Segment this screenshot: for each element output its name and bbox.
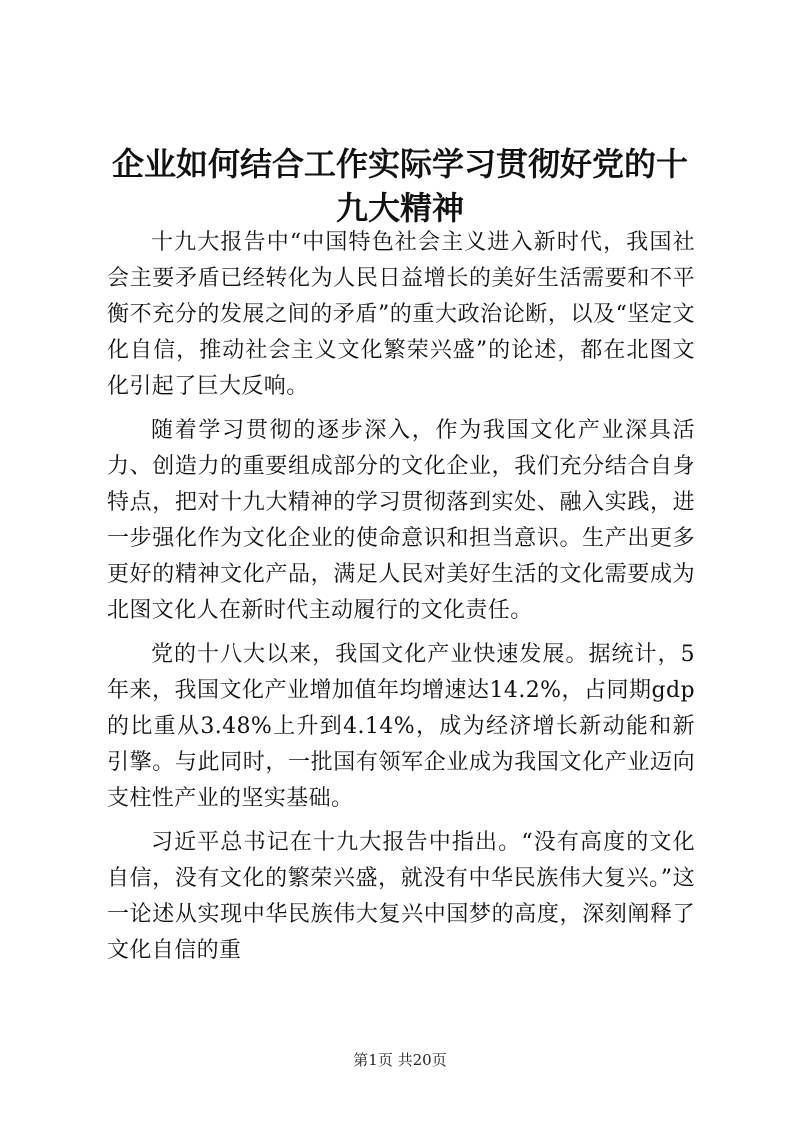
document-title: 企业如何结合工作实际学习贯彻好党的十九大精神 bbox=[111, 145, 688, 227]
paragraph-2: 随着学习贯彻的逐步深入，作为我国文化产业深具活力、创造力的重要组成部分的文化企业，我们充分结合自身特点，把对十九大精神的学习贯彻落到实处、融入实践，进一步强化作为文化企业的使命意识和担当意识。生产出更多更好的精神文化产品，满足人民对美好生活的文化需要成为北图文化人在新时代主动履行的文化责任。 bbox=[107, 418, 695, 623]
paragraph-3: 党的十八大以来，我国文化产业快速发展。据统计，5年来，我国文化产业增加值年均增速达14.2%，占同期gdp的比重从3.48%上升到4.14%，成为经济增长新动能和新引擎。与此同时，一批国有领军企业成为我国文化产业迈向支柱性产业的坚实基础。 bbox=[107, 642, 695, 811]
paragraph-1: 十九大报告中“中国特色社会主义进入新时代，我国社会主要矛盾已经转化为人民日益增长的美好生活需要和不平衡不充分的发展之间的矛盾”的重大政治论断，以及“坚定文化自信，推动社会主义文化繁荣兴盛”的论述，都在北图文化引起了巨大反响。 bbox=[107, 230, 695, 399]
document-body bbox=[107, 225, 695, 969]
page-footer: 第1页 共20页 bbox=[353, 1051, 447, 1069]
paragraph-4: 习近平总书记在十九大报告中指出。“没有高度的文化自信，没有文化的繁荣兴盛，就没有中华民族伟大复兴。”这一论述从实现中华民族伟大复兴中国梦的高度，深刻阐释了文化自信的重 bbox=[107, 830, 695, 963]
